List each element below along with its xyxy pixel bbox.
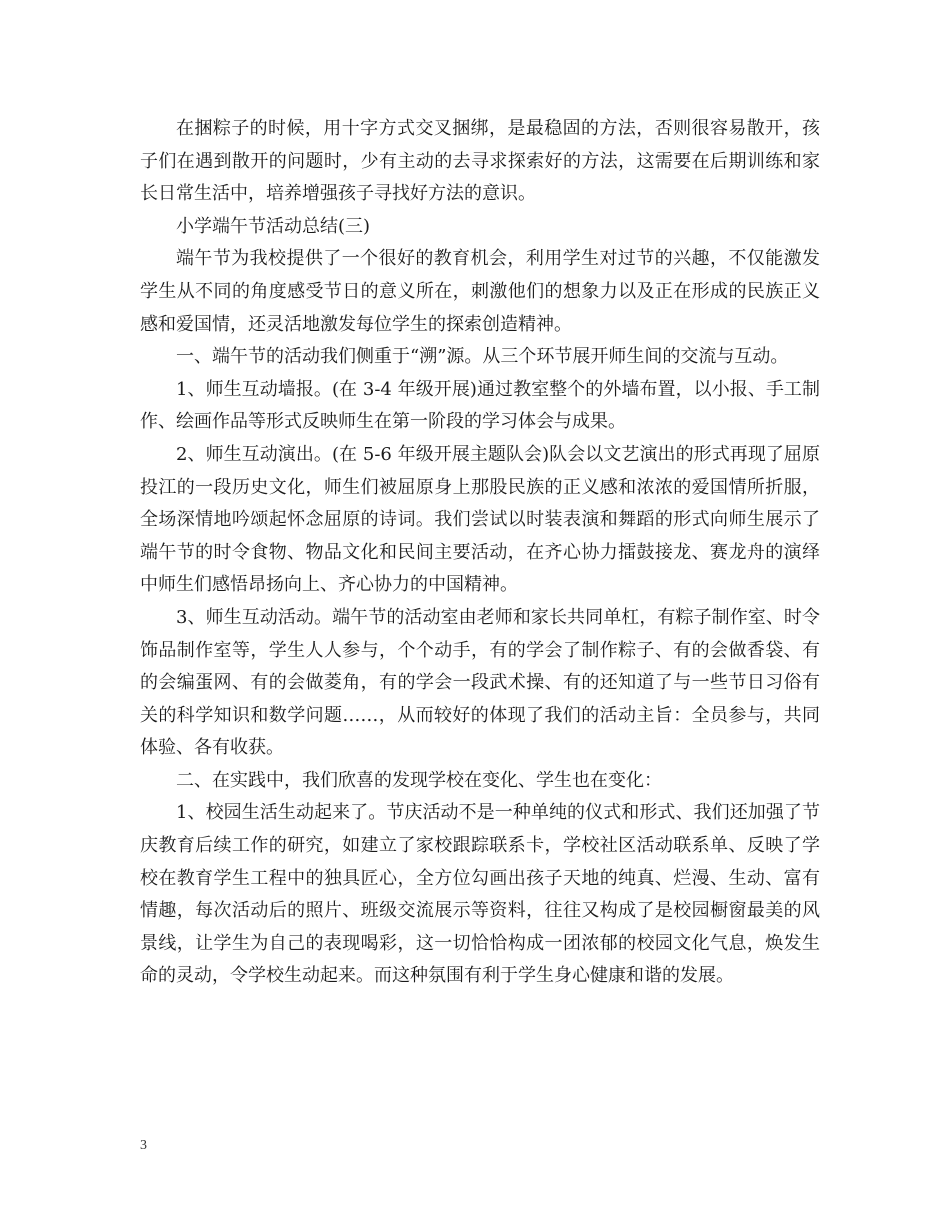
section-heading: 小学端午节活动总结(三) [176, 215, 371, 237]
paragraph-zongzi-binding: 在捆粽子的时候，用十字方式交叉捆绑，是最稳固的方法，否则很容易散开，孩子们在遇到散开的问题时，少有主动的去寻求探索好的方法，这需要在后期训练和家长日常生活中，培养增强孩子寻找好方法的意识。 [140, 118, 820, 205]
page-number: 3 [140, 1138, 147, 1153]
paragraph-point-one: 一、端午节的活动我们侧重于“溯”源。从三个环节展开师生间的交流与互动。 [176, 346, 789, 368]
paragraph-point-two: 二、在实践中，我们欣喜的发现学校在变化、学生也在变化： [176, 769, 662, 791]
paragraph-intro: 端午节为我校提供了一个很好的教育机会，利用学生对过节的兴趣，不仅能激发学生从不同的角度感受节日的意义所在，刺激他们的想象力以及正在形成的民族正义感和爱国情，还灵活地激发每位学生的探索创造精神。 [140, 248, 820, 335]
paragraph-campus-life: 1、校园生活生动起来了。节庆活动不是一种单纯的仪式和形式、我们还加强了节庆教育后续工作的研究，如建立了家校跟踪联系卡，学校社区活动联系单、反映了学校在教育学生工程中的独具匠心，全方位勾画出孩子天地的纯真、烂漫、生动、富有情趣，每次活动后的照片、班级交流展示等资料，往往又构成了是校园橱窗最美的风景线，让学生为自己的表现喝彩，这一切恰恰构成一团浓郁的校园文化气息，焕发生命的灵动，令学校生动起来。而这种氛围有利于学生身心健康和谐的发展。 [140, 802, 820, 987]
paragraph-wall-report: 1、师生互动墙报。(在 3-4 年级开展)通过教室整个的外墙布置，以小报、手工制作、绘画作品等形式反映师生在第一阶段的学习体会与成果。 [140, 378, 820, 433]
document-body [140, 113, 820, 993]
paragraph-performance: 2、师生互动演出。(在 5-6 年级开展主题队会)队会以文艺演出的形式再现了屈原投江的一段历史文化，师生们被屈原身上那股民族的正义感和浓浓的爱国情所折服，全场深情地吟颂起怀念屈原的诗词。我们尝试以时装表演和舞蹈的形式向师生展示了端午节的时令食物、物品文化和民间主要活动，在齐心协力擂鼓接龙、赛龙舟的演绎中师生们感悟昂扬向上、齐心协力的中国精神。 [140, 443, 820, 596]
paragraph-activities: 3、师生互动活动。端午节的活动室由老师和家长共同单杠，有粽子制作室、时令饰品制作室等，学生人人参与，个个动手，有的学会了制作粽子、有的会做香袋、有的会编蛋网、有的会做菱角，有的学会一段武术操、有的还知道了与一些节日习俗有关的科学知识和数学问题……，从而较好的体现了我们的活动主旨：全员参与，共同体验、各有收获。 [140, 606, 820, 759]
